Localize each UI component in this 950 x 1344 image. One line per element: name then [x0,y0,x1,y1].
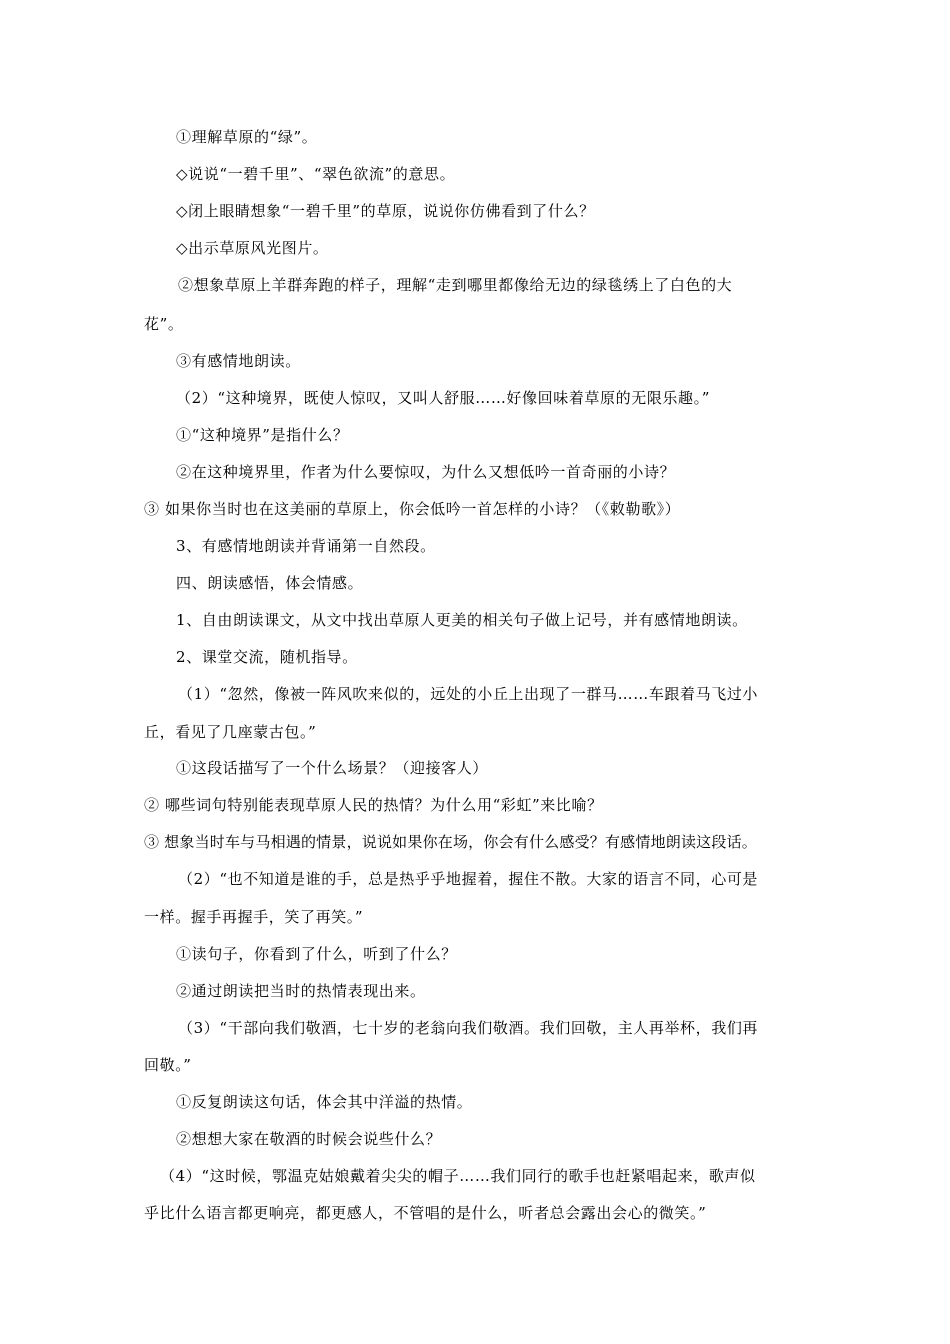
text-line: ②想象草原上羊群奔跑的样子，理解“走到哪里都像给无边的绿毯绣上了白色的大 [178,276,733,294]
text-line: ②在这种境界里，作者为什么要惊叹，为什么又想低吟一首奇丽的小诗？ [176,463,676,481]
text-line: ◇说说“一碧千里”、“翠色欲流”的意思。 [176,165,456,183]
text-line: 3、有感情地朗读并背诵第一自然段。 [176,537,436,555]
text-line: 花”。 [144,315,184,333]
text-line: （4）“这时候，鄂温克姑娘戴着尖尖的帽子……我们同行的歌手也赶紧唱起来，歌声似 [160,1167,756,1185]
text-line: （2）“也不知道是谁的手，总是热乎乎地握着，握住不散。大家的语言不同，心可是 [178,870,759,888]
text-line: ①“这种境界”是指什么？ [176,426,349,444]
text-line: （2）“这种境界，既使人惊叹，又叫人舒服……好像回味着草原的无限乐趣。” [176,389,710,407]
text-line: 四、朗读感悟，体会情感。 [176,574,364,592]
text-line: ①这段话描写了一个什么场景？（迎接客人） [176,759,489,777]
text-line: ◇闭上眼睛想象“一碧千里”的草原，说说你仿佛看到了什么？ [176,202,595,220]
text-line: ③ 想象当时车与马相遇的情景，说说如果你在场，你会有什么感受？有感情地朗读这段话。 [144,833,757,851]
text-line: ③ 如果你当时也在这美丽的草原上，你会低吟一首怎样的小诗？（《敕勒歌》） [144,500,681,518]
text-line: 乎比什么语言都更响亮，都更感人，不管唱的是什么，听者总会露出会心的微笑。” [144,1204,707,1222]
text-line: 丘，看见了几座蒙古包。” [144,723,317,741]
text-line: ②想想大家在敬酒的时候会说些什么？ [176,1130,442,1148]
text-line: 回敬。” [144,1056,192,1074]
text-line: （3）“干部向我们敬酒，七十岁的老翁向我们敬酒。我们回敬，主人再举杯，我们再 [178,1019,759,1037]
text-line: ③有感情地朗读。 [176,352,301,370]
text-line: ◇出示草原风光图片。 [176,239,329,257]
text-line: 2、课堂交流，随机指导。 [176,648,358,666]
text-line: ①反复朗读这句话，体会其中洋溢的热情。 [176,1093,473,1111]
text-line: （1）“忽然，像被一阵风吹来似的，远处的小丘上出现了一群马……车跟着马飞过小 [178,685,759,703]
text-line: 一样。握手再握手，笑了再笑。” [144,908,364,926]
text-line: ①理解草原的“绿”。 [176,128,318,146]
text-line: 1、自由朗读课文，从文中找出草原人更美的相关句子做上记号，并有感情地朗读。 [176,611,748,629]
text-line: ② 哪些词句特别能表现草原人民的热情？为什么用“彩虹”来比喻？ [144,796,603,814]
text-line: ①读句子，你看到了什么，听到了什么？ [176,945,457,963]
text-line: ②通过朗读把当时的热情表现出来。 [176,982,426,1000]
